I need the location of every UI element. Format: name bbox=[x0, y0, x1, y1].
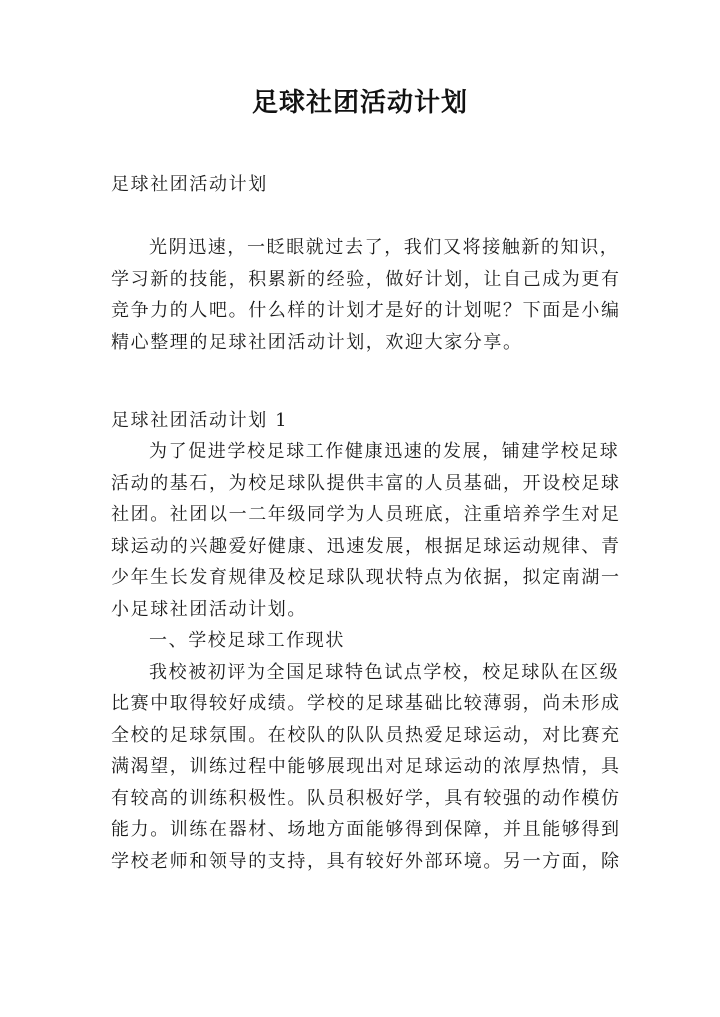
section-heading-text: 足球社团活动计划 1 bbox=[111, 410, 289, 431]
text-line: 竞争力的人吧。什么样的计划才是好的计划呢？下面是小编 bbox=[111, 300, 621, 321]
text-line: 我校被初评为全国足球特色试点学校，校足球队在区级 bbox=[149, 661, 620, 683]
intro-paragraph bbox=[111, 232, 621, 358]
text-line: 学校老师和领导的支持，具有较好外部环境。另一方面，除 bbox=[111, 850, 621, 872]
document-subtitle: 足球社团活动计划 bbox=[111, 174, 268, 195]
section-body bbox=[111, 436, 621, 877]
text-line: 比赛中取得较好成绩。学校的足球基础比较薄弱，尚未形成 bbox=[111, 693, 621, 714]
text-line: 球运动的兴趣爱好健康、迅速发展，根据足球运动规律、青 bbox=[111, 535, 621, 557]
text-line: 光阴迅速，一眨眼就过去了，我们又将接触新的知识， bbox=[149, 237, 620, 258]
text-line: 能力。训练在器材、场地方面能够得到保障，并且能够得到 bbox=[111, 819, 621, 840]
text-line: 社团。社团以一二年级同学为人员班底，注重培养学生对足 bbox=[111, 504, 621, 525]
text-line: 活动的基石，为校足球队提供丰富的人员基础，开设校足球 bbox=[111, 472, 621, 494]
text-line: 少年生长发育规律及校足球队现状特点为依据，拟定南湖一 bbox=[111, 567, 621, 588]
subheading: 一、学校足球工作现状 bbox=[149, 630, 345, 651]
text-line: 有较高的训练积极性。队员积极好学，具有较强的动作模仿 bbox=[111, 787, 621, 809]
text-line: 为了促进学校足球工作健康迅速的发展，铺建学校足球 bbox=[149, 441, 620, 462]
text-line: 学习新的技能，积累新的经验，做好计划，让自己成为更有 bbox=[111, 268, 621, 290]
section-heading bbox=[111, 405, 611, 437]
text-line: 满渴望，训练过程中能够展现出对足球运动的浓厚热情，具 bbox=[111, 756, 621, 777]
text-line: 精心整理的足球社团活动计划，欢迎大家分享。 bbox=[111, 331, 523, 353]
text-line: 小足球社团活动计划。 bbox=[111, 598, 307, 620]
text-line: 全校的足球氛围。在校队的队队员热爱足球运动，对比赛充 bbox=[111, 724, 621, 746]
document-title: 足球社团活动计划 bbox=[251, 88, 468, 118]
